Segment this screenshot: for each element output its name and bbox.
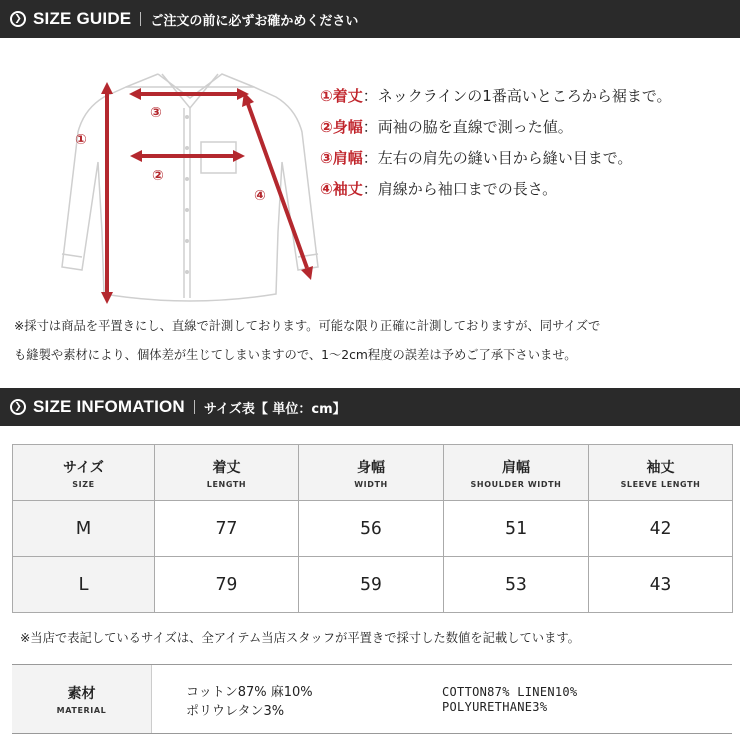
legend-num: ③ [320,148,333,167]
legend-num: ② [320,117,333,136]
marker-1: ① [75,132,87,148]
legend-desc: ：ネックラインの1番高いところから裾まで。 [362,87,672,105]
size-info-header [0,388,740,426]
cell-size: M [13,501,155,557]
measurement-legend [320,80,672,204]
material-ja [152,665,442,733]
legend-label: 着丈 [332,87,363,105]
size-note: ※当店で表記しているサイズは、全アイテム当店スタッフが平置きで採寸した数値を記載しています。 [20,631,580,645]
header-sleeve-length: 袖丈 SLEEVE LENGTH [589,445,733,501]
cell-length: 79 [155,557,299,613]
legend-item [320,111,672,142]
cell-width: 59 [299,557,444,613]
table-header-row [13,445,733,501]
table-row [13,557,733,613]
section-title: SIZE INFOMATION [33,397,185,416]
material-label-en: MATERIAL [56,706,107,715]
legend-desc: ：左右の肩先の縫い目から縫い目まで。 [362,149,633,167]
legend-item [320,173,672,204]
legend-label: 身幅 [332,118,363,136]
table-row [13,501,733,557]
legend-label: 袖丈 [332,180,363,198]
material-row [12,664,732,734]
header-width: 身幅 WIDTH [299,445,444,501]
marker-2: ② [152,168,164,184]
marker-4: ④ [254,188,266,204]
measurement-note-line-1: ※採寸は商品を平置きにし、直線で計測しております。可能な限り正確に計測しておりますが、同サイズで [14,319,601,333]
material-label-ja: 素材 [67,686,96,702]
divider [194,400,195,414]
size-guide-header [0,0,740,38]
legend-desc: ：肩線から袖口までの長さ。 [362,180,558,198]
material-en-line-1: COTTON87% LINEN10% [442,685,578,699]
section-subtitle: ご注文の前に必ずお確かめください [150,13,359,29]
cell-width: 56 [299,501,444,557]
chevron-right-circle-icon: ❯ [10,11,26,27]
legend-num: ④ [320,179,333,198]
divider [140,12,141,26]
cell-sleeve-length: 42 [589,501,733,557]
cell-sleeve-length: 43 [589,557,733,613]
material-en-line-2: POLYURETHANE3% [442,700,548,714]
material-ja-line-1: コットン87% 麻10% [186,685,313,700]
material-header [12,665,152,733]
header-shoulder-width: 肩幅 SHOULDER WIDTH [444,445,589,501]
marker-3: ③ [150,105,162,121]
shirt-diagram [40,62,340,312]
material-en [442,665,577,733]
legend-num: ① [320,86,333,105]
shirt-buttons [185,115,189,274]
measurement-note-line-2: も縫製や素材により、個体差が生じてしまいますので、1〜2cm程度の誤差は予めご了承下さいませ。 [14,348,577,362]
section-title: SIZE GUIDE [33,9,132,28]
chevron-right-circle-icon: ❯ [10,399,26,415]
section-subtitle: サイズ表【 単位：cm】 [203,401,346,417]
cell-size: L [13,557,155,613]
cell-length: 77 [155,501,299,557]
legend-item [320,142,672,173]
cell-shoulder-width: 51 [444,501,589,557]
legend-item [320,80,672,111]
legend-label: 肩幅 [332,149,363,167]
legend-desc: ：両袖の脇を直線で測った値。 [362,118,573,136]
header-size: サイズ SIZE [13,445,155,501]
measure-arrows [101,82,313,304]
size-table [12,444,733,613]
header-length: 着丈 LENGTH [155,445,299,501]
material-ja-line-2: ポリウレタン3% [186,704,285,719]
cell-shoulder-width: 53 [444,557,589,613]
